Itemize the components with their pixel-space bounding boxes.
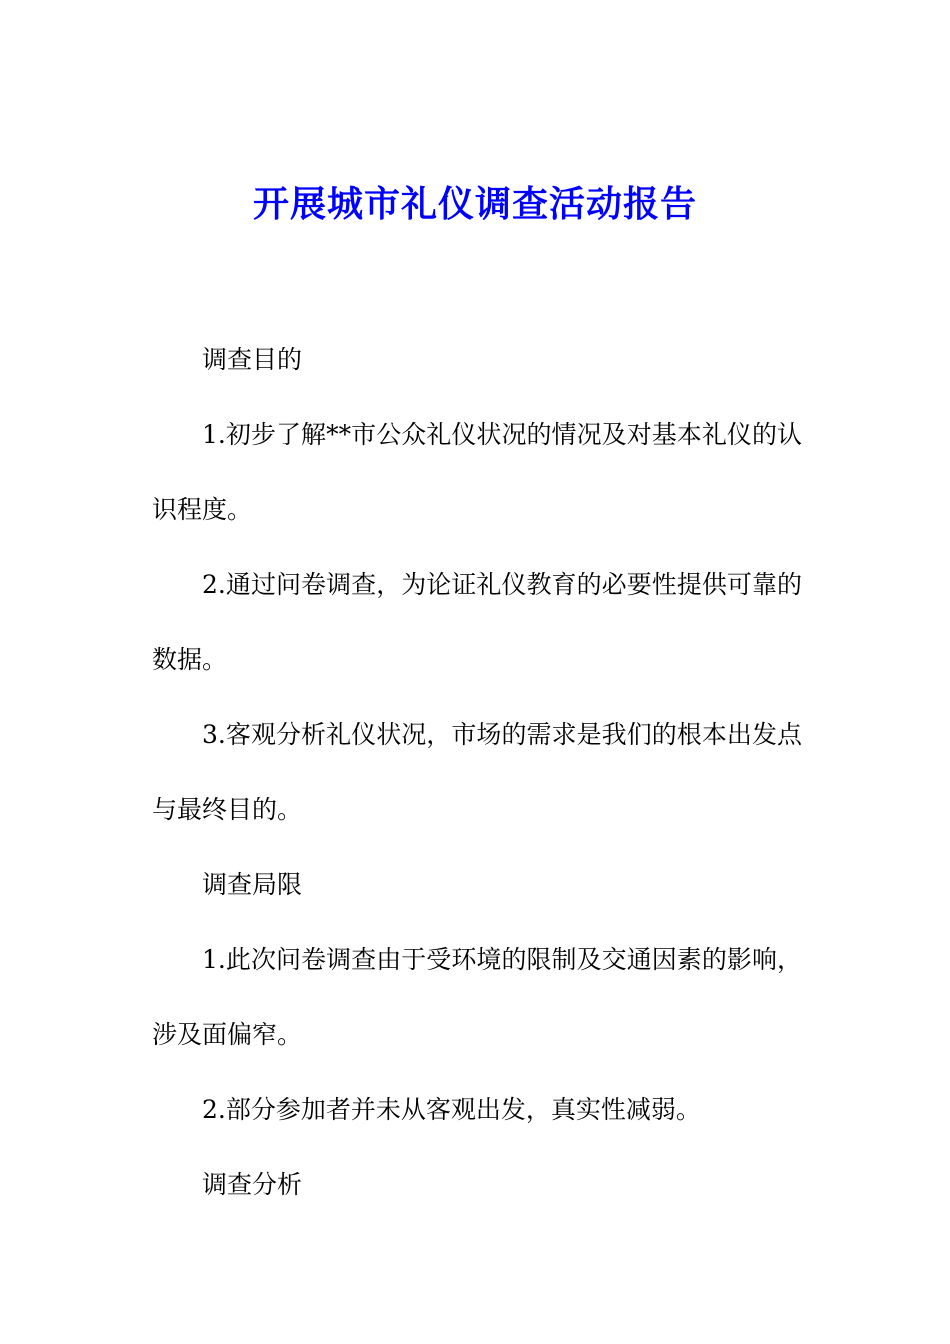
- section-heading-purpose: 调查目的: [202, 345, 303, 374]
- section-heading-limitations: 调查局限: [202, 870, 303, 899]
- section-heading-analysis: 调查分析: [202, 1170, 303, 1199]
- paragraph-limitations-2: 2.部分参加者并未从客观出发，真实性减弱。: [202, 1095, 701, 1124]
- paragraph-purpose-1: 1.初步了解**市公众礼仪状况的情况及对基本礼仪的认识程度。: [152, 420, 802, 524]
- document-title: 开展城市礼仪调查活动报告: [252, 183, 697, 225]
- paragraph-purpose-2: 2.通过问卷调查，为论证礼仪教育的必要性提供可靠的数据。: [152, 570, 802, 674]
- document-body: [152, 322, 802, 1222]
- paragraph-limitations-1: 1.此次问卷调查由于受环境的限制及交通因素的影响，涉及面偏窄。: [152, 945, 802, 1049]
- paragraph-purpose-3: 3.客观分析礼仪状况，市场的需求是我们的根本出发点与最终目的。: [152, 720, 802, 824]
